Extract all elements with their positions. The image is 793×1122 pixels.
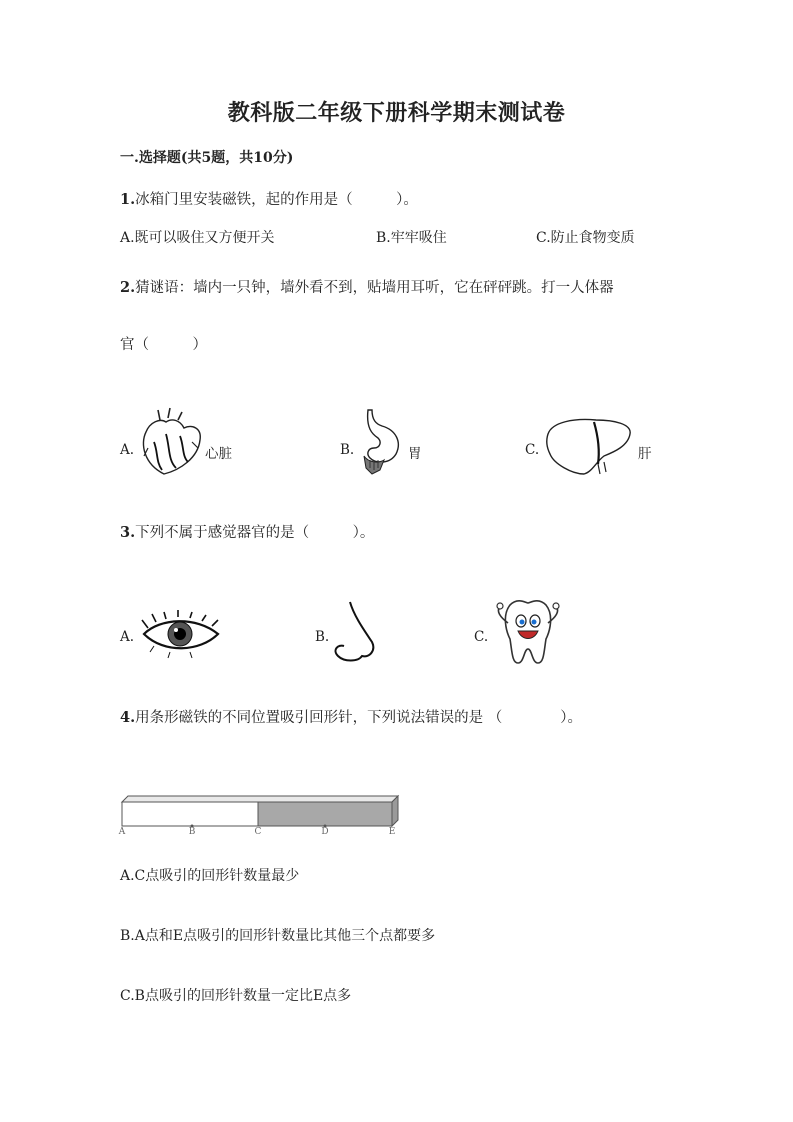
point-e-label: E bbox=[388, 827, 396, 837]
question-text: 冰箱门里安装磁铁，起的作用是（ ）。 bbox=[135, 192, 418, 208]
question-text: 下列不属于感觉器官的是（ ）。 bbox=[135, 525, 375, 541]
q4-option-a[interactable]: A.C点吸引的回形针数量最少 bbox=[120, 868, 300, 884]
q4-option-c[interactable]: C.B点吸引的回形针数量一定比E点多 bbox=[120, 988, 352, 1004]
nose-icon[interactable] bbox=[330, 600, 378, 664]
question-text: 用条形磁铁的不同位置吸引回形针，下列说法错误的是 （ ）。 bbox=[135, 710, 582, 726]
point-a-label: A bbox=[118, 827, 126, 837]
q2-option-a-letter[interactable]: A. bbox=[120, 442, 135, 458]
page-title: 教科版二年级下册科学期末测试卷 bbox=[227, 100, 566, 126]
q4-option-b[interactable]: B.A点和E点吸引的回形针数量比其他三个点都要多 bbox=[120, 928, 436, 944]
liver-icon[interactable] bbox=[544, 416, 636, 478]
eye-icon[interactable] bbox=[140, 612, 222, 658]
tooth-icon[interactable] bbox=[490, 597, 566, 667]
q2-option-c-label[interactable]: 肝 bbox=[638, 446, 652, 462]
q3-option-a-letter[interactable]: A. bbox=[120, 629, 135, 645]
question-2-line-2: 官（ ） bbox=[120, 337, 207, 353]
section-heading: 一.选择题(共5题，共10分) bbox=[120, 150, 294, 166]
point-c-label: C bbox=[254, 827, 262, 837]
question-4 bbox=[120, 706, 582, 727]
q2-option-c-letter[interactable]: C. bbox=[525, 442, 540, 458]
heart-icon[interactable] bbox=[136, 412, 206, 478]
question-number: 4. bbox=[120, 709, 136, 726]
q3-option-c-letter[interactable]: C. bbox=[474, 629, 489, 645]
point-d-label: D bbox=[321, 827, 329, 837]
q2-option-b-label[interactable]: 胃 bbox=[408, 446, 422, 462]
stomach-icon[interactable] bbox=[358, 408, 406, 478]
q1-option-c[interactable]: C.防止食物变质 bbox=[536, 230, 635, 246]
question-1 bbox=[120, 188, 418, 209]
q2-option-a-label[interactable]: 心脏 bbox=[205, 446, 232, 462]
question-number: 1. bbox=[120, 191, 136, 208]
q3-option-b-letter[interactable]: B. bbox=[315, 629, 330, 645]
question-2 bbox=[120, 276, 614, 297]
bar-magnet-diagram bbox=[118, 794, 402, 836]
q2-option-b-letter[interactable]: B. bbox=[340, 442, 355, 458]
q1-option-b[interactable]: B.牢牢吸住 bbox=[376, 230, 447, 246]
question-3 bbox=[120, 521, 374, 542]
question-text: 猜谜语：墙内一只钟，墙外看不到，贴墙用耳听，它在砰砰跳。打一人体器 bbox=[135, 280, 614, 296]
question-number: 3. bbox=[120, 524, 136, 541]
q1-option-a[interactable]: A.既可以吸住又方便开关 bbox=[120, 230, 275, 246]
point-b-label: B bbox=[188, 827, 196, 837]
question-number: 2. bbox=[120, 279, 136, 296]
